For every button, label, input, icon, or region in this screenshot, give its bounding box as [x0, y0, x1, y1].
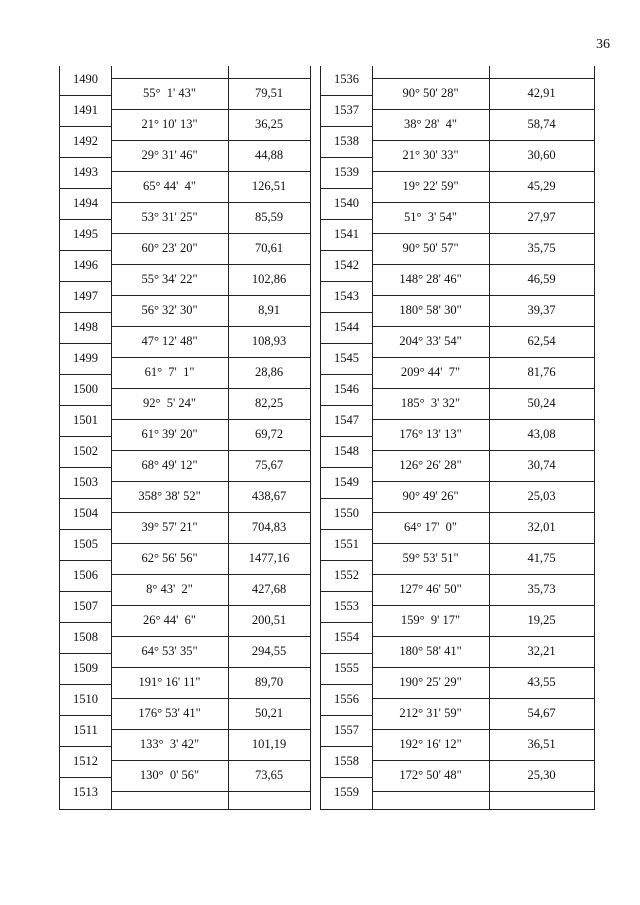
direction-angle: 26° 44' 6"	[143, 613, 196, 627]
point-row-divider	[321, 529, 372, 530]
point-row-divider	[60, 95, 111, 96]
segment-length: 25,03	[527, 489, 556, 503]
point-number: 1545	[334, 351, 359, 365]
point-row-divider	[321, 374, 372, 375]
segment-length: 19,25	[527, 613, 556, 627]
point-number-cell	[60, 469, 111, 500]
point-row-divider	[321, 560, 372, 561]
point-number-cell	[321, 221, 372, 252]
segment-length: 54,67	[527, 706, 556, 720]
point-row-divider	[321, 653, 372, 654]
point-number-cell	[60, 252, 111, 283]
point-number: 1494	[73, 196, 98, 210]
point-number-cell	[321, 376, 372, 407]
direction-angle: 180° 58' 41"	[399, 644, 462, 658]
direction-angle: 56° 32' 30"	[141, 303, 198, 317]
point-number: 1511	[73, 723, 98, 737]
direction-angle: 90° 50' 28"	[402, 86, 459, 100]
point-number: 1510	[73, 692, 98, 706]
direction-angle: 64° 53' 35"	[141, 644, 198, 658]
point-number: 1491	[73, 103, 98, 117]
point-row-divider	[60, 746, 111, 747]
direction-angle: 60° 23' 20"	[141, 241, 198, 255]
point-row-divider	[60, 405, 111, 406]
segment-length: 35,75	[527, 241, 556, 255]
segment-length: 69,72	[254, 427, 284, 441]
point-number-cell	[321, 531, 372, 562]
point-number: 1498	[73, 320, 98, 334]
point-number: 1553	[334, 599, 359, 613]
direction-angle: 159° 9' 17"	[400, 613, 461, 627]
direction-angle: 92° 5' 24"	[143, 396, 196, 410]
point-number: 1497	[73, 289, 98, 303]
point-row-divider	[321, 622, 372, 623]
segment-length: 70,61	[254, 241, 284, 255]
point-number-cell	[60, 531, 111, 562]
direction-angle: 47° 12' 48"	[141, 334, 198, 348]
point-number-cell	[321, 407, 372, 438]
point-number: 1556	[334, 692, 359, 706]
point-number: 1542	[334, 258, 359, 272]
direction-angle: 51° 3' 54"	[404, 210, 457, 224]
point-number: 1502	[73, 444, 98, 458]
point-number-cell	[60, 314, 111, 345]
direction-angle: 191° 16' 11"	[138, 675, 201, 689]
segment-length: 36,25	[254, 117, 284, 131]
direction-angle: 38° 28' 4"	[404, 117, 457, 131]
point-number-cell	[321, 252, 372, 283]
point-number-cell	[60, 438, 111, 469]
point-number-cell	[60, 97, 111, 128]
direction-angle: 176° 13' 13"	[399, 427, 462, 441]
direction-angle: 64° 17' 0"	[404, 520, 457, 534]
segment-length: 50,21	[254, 706, 284, 720]
direction-angle: 55° 1' 43"	[143, 86, 196, 100]
segment-length: 79,51	[254, 86, 284, 100]
point-number-cell	[321, 469, 372, 500]
point-row-divider	[60, 622, 111, 623]
point-number: 1503	[73, 475, 98, 489]
direction-angle: 212° 31' 59"	[399, 706, 462, 720]
point-number: 1490	[73, 72, 98, 86]
point-number-cell	[60, 779, 111, 810]
direction-angle: 180° 58' 30"	[399, 303, 462, 317]
direction-angle: 39° 57' 21"	[141, 520, 198, 534]
point-number-cell	[321, 562, 372, 593]
point-number-cell	[60, 128, 111, 159]
value-row-divider	[111, 791, 310, 792]
point-row-divider	[321, 219, 372, 220]
segment-length: 45,29	[527, 179, 556, 193]
point-number-cell	[321, 779, 372, 810]
point-number-cell	[321, 686, 372, 717]
segment-length: 43,55	[527, 675, 556, 689]
point-number-cell	[60, 624, 111, 655]
point-row-divider	[60, 250, 111, 251]
point-number-cell	[60, 407, 111, 438]
direction-angle: 65° 44' 4"	[143, 179, 196, 193]
point-row-divider	[321, 777, 372, 778]
segment-length: 35,73	[527, 582, 556, 596]
point-row-divider	[321, 95, 372, 96]
direction-angle: 185° 3' 32"	[400, 396, 461, 410]
point-row-divider	[321, 157, 372, 158]
point-number: 1501	[73, 413, 98, 427]
point-row-divider	[321, 436, 372, 437]
point-number-cell	[60, 345, 111, 376]
point-number-cell	[321, 190, 372, 221]
direction-angle: 62° 56' 56"	[141, 551, 198, 565]
point-number-cell	[321, 624, 372, 655]
point-number-cell	[60, 748, 111, 779]
direction-angle: 59° 53' 51"	[402, 551, 459, 565]
direction-angle: 127° 46' 50"	[399, 582, 462, 596]
segment-length: 58,74	[527, 117, 556, 131]
segment-length: 101,19	[251, 737, 287, 751]
point-row-divider	[60, 219, 111, 220]
segment-length: 25,30	[527, 768, 556, 782]
direction-angle: 126° 26' 28"	[399, 458, 462, 472]
segment-length: 44,88	[254, 148, 284, 162]
point-number-cell	[321, 717, 372, 748]
direction-angle: 176° 53' 41"	[138, 706, 201, 720]
point-number-cell	[60, 376, 111, 407]
segment-length: 32,21	[527, 644, 556, 658]
point-number-cell	[60, 686, 111, 717]
point-row-divider	[60, 281, 111, 282]
value-row-divider	[372, 791, 594, 792]
point-row-divider	[60, 374, 111, 375]
segment-length: 126,51	[251, 179, 287, 193]
point-row-divider	[60, 188, 111, 189]
point-number: 1548	[334, 444, 359, 458]
point-row-divider	[321, 684, 372, 685]
point-row-divider	[321, 746, 372, 747]
direction-angle: 19° 22' 59"	[402, 179, 459, 193]
point-number: 1544	[334, 320, 359, 334]
point-number-cell	[60, 562, 111, 593]
point-row-divider	[60, 529, 111, 530]
point-number-cell	[60, 159, 111, 190]
page-number: 36	[596, 37, 610, 52]
point-number: 1493	[73, 165, 98, 179]
point-row-divider	[60, 591, 111, 592]
segment-length: 73,65	[254, 768, 284, 782]
point-number: 1558	[334, 754, 359, 768]
point-number-cell	[321, 438, 372, 469]
point-number: 1543	[334, 289, 359, 303]
point-row-divider	[321, 188, 372, 189]
point-row-divider	[321, 126, 372, 127]
point-number: 1500	[73, 382, 98, 396]
segment-length: 200,51	[251, 613, 287, 627]
point-number: 1495	[73, 227, 98, 241]
point-number: 1559	[334, 785, 359, 799]
point-number-cell	[321, 314, 372, 345]
point-number-cell	[321, 159, 372, 190]
point-number: 1557	[334, 723, 359, 737]
point-number: 1546	[334, 382, 359, 396]
segment-length: 27,97	[527, 210, 556, 224]
point-row-divider	[321, 343, 372, 344]
direction-angle: 358° 38' 52"	[138, 489, 201, 503]
point-number: 1538	[334, 134, 359, 148]
direction-angle: 209° 44' 7"	[400, 365, 461, 379]
direction-angle: 29° 31' 46"	[141, 148, 198, 162]
point-number-cell	[60, 66, 111, 97]
point-number: 1505	[73, 537, 98, 551]
direction-angle: 53° 31' 25"	[141, 210, 198, 224]
segment-length: 39,37	[527, 303, 556, 317]
point-number: 1506	[73, 568, 98, 582]
segment-length: 41,75	[527, 551, 556, 565]
point-number-cell	[321, 500, 372, 531]
segment-length: 62,54	[527, 334, 556, 348]
direction-angle: 204° 33' 54"	[399, 334, 462, 348]
point-number-cell	[60, 500, 111, 531]
point-number-cell	[321, 128, 372, 159]
segment-length: 75,67	[254, 458, 284, 472]
direction-angle: 130° 0' 56"	[139, 768, 200, 782]
point-number: 1549	[334, 475, 359, 489]
point-row-divider	[60, 777, 111, 778]
segment-length: 108,93	[251, 334, 287, 348]
segment-length: 32,01	[527, 520, 556, 534]
point-number-cell	[60, 221, 111, 252]
segment-length: 89,70	[254, 675, 284, 689]
segment-length: 46,59	[527, 272, 556, 286]
point-number: 1550	[334, 506, 359, 520]
point-number: 1509	[73, 661, 98, 675]
point-number: 1547	[334, 413, 359, 427]
point-number: 1508	[73, 630, 98, 644]
point-number-cell	[60, 655, 111, 686]
point-row-divider	[321, 281, 372, 282]
direction-angle: 148° 28' 46"	[399, 272, 462, 286]
point-row-divider	[60, 436, 111, 437]
point-number-cell	[321, 345, 372, 376]
segment-length: 85,59	[254, 210, 284, 224]
point-number: 1552	[334, 568, 359, 582]
point-row-divider	[60, 684, 111, 685]
point-number-cell	[60, 190, 111, 221]
direction-angle: 90° 50' 57"	[402, 241, 459, 255]
point-number: 1504	[73, 506, 98, 520]
coordinates-table-left	[59, 66, 311, 810]
point-row-divider	[321, 498, 372, 499]
point-row-divider	[60, 560, 111, 561]
point-row-divider	[60, 343, 111, 344]
segment-length: 42,91	[527, 86, 556, 100]
point-number-cell	[60, 717, 111, 748]
direction-angle: 21° 30' 33"	[402, 148, 459, 162]
point-number-cell	[321, 283, 372, 314]
point-row-divider	[321, 405, 372, 406]
segment-length: 8,91	[258, 303, 280, 317]
segment-length: 30,74	[527, 458, 556, 472]
segment-length: 102,86	[251, 272, 287, 286]
segment-length: 50,24	[527, 396, 556, 410]
direction-angle: 61° 39' 20"	[141, 427, 198, 441]
point-number-cell	[321, 748, 372, 779]
point-number: 1555	[334, 661, 359, 675]
direction-angle: 192° 16' 12"	[399, 737, 462, 751]
point-number-cell	[60, 283, 111, 314]
segment-length: 82,25	[254, 396, 284, 410]
coordinates-table-right	[320, 66, 595, 810]
point-row-divider	[321, 591, 372, 592]
point-row-divider	[321, 715, 372, 716]
point-row-divider	[60, 157, 111, 158]
point-row-divider	[60, 312, 111, 313]
point-number: 1540	[334, 196, 359, 210]
segment-length: 36,51	[527, 737, 556, 751]
point-row-divider	[321, 250, 372, 251]
point-row-divider	[60, 715, 111, 716]
direction-angle: 190° 25' 29"	[399, 675, 462, 689]
point-number: 1507	[73, 599, 98, 613]
point-row-divider	[60, 498, 111, 499]
point-number-cell	[321, 97, 372, 128]
point-number: 1539	[334, 165, 359, 179]
segment-length: 427,68	[251, 582, 287, 596]
segment-length: 438,67	[251, 489, 287, 503]
direction-angle: 68° 49' 12"	[141, 458, 198, 472]
point-number: 1551	[334, 537, 359, 551]
point-row-divider	[321, 312, 372, 313]
point-row-divider	[60, 653, 111, 654]
direction-angle: 61° 7' 1"	[144, 365, 195, 379]
point-number: 1496	[73, 258, 98, 272]
point-number: 1537	[334, 103, 359, 117]
segment-length: 81,76	[527, 365, 556, 379]
point-row-divider	[321, 467, 372, 468]
direction-angle: 8° 43' 2"	[146, 582, 193, 596]
segment-length: 704,83	[251, 520, 287, 534]
direction-angle: 133° 3' 42"	[139, 737, 200, 751]
point-number: 1541	[334, 227, 359, 241]
direction-angle: 90° 49' 26"	[402, 489, 459, 503]
point-number-cell	[321, 593, 372, 624]
segment-length: 1477,16	[248, 551, 290, 565]
point-number-cell	[60, 593, 111, 624]
point-row-divider	[60, 467, 111, 468]
point-number: 1554	[334, 630, 359, 644]
segment-length: 28,86	[254, 365, 284, 379]
point-number: 1499	[73, 351, 98, 365]
point-number: 1512	[73, 754, 98, 768]
direction-angle: 55° 34' 22"	[141, 272, 198, 286]
direction-angle: 21° 10' 13"	[141, 117, 198, 131]
point-number-cell	[321, 655, 372, 686]
point-number: 1536	[334, 72, 359, 86]
segment-length: 30,60	[527, 148, 556, 162]
point-number: 1492	[73, 134, 98, 148]
segment-length: 43,08	[527, 427, 556, 441]
point-number: 1513	[73, 785, 98, 799]
point-number-cell	[321, 66, 372, 97]
point-row-divider	[60, 126, 111, 127]
segment-length: 294,55	[251, 644, 287, 658]
direction-angle: 172° 50' 48"	[399, 768, 462, 782]
